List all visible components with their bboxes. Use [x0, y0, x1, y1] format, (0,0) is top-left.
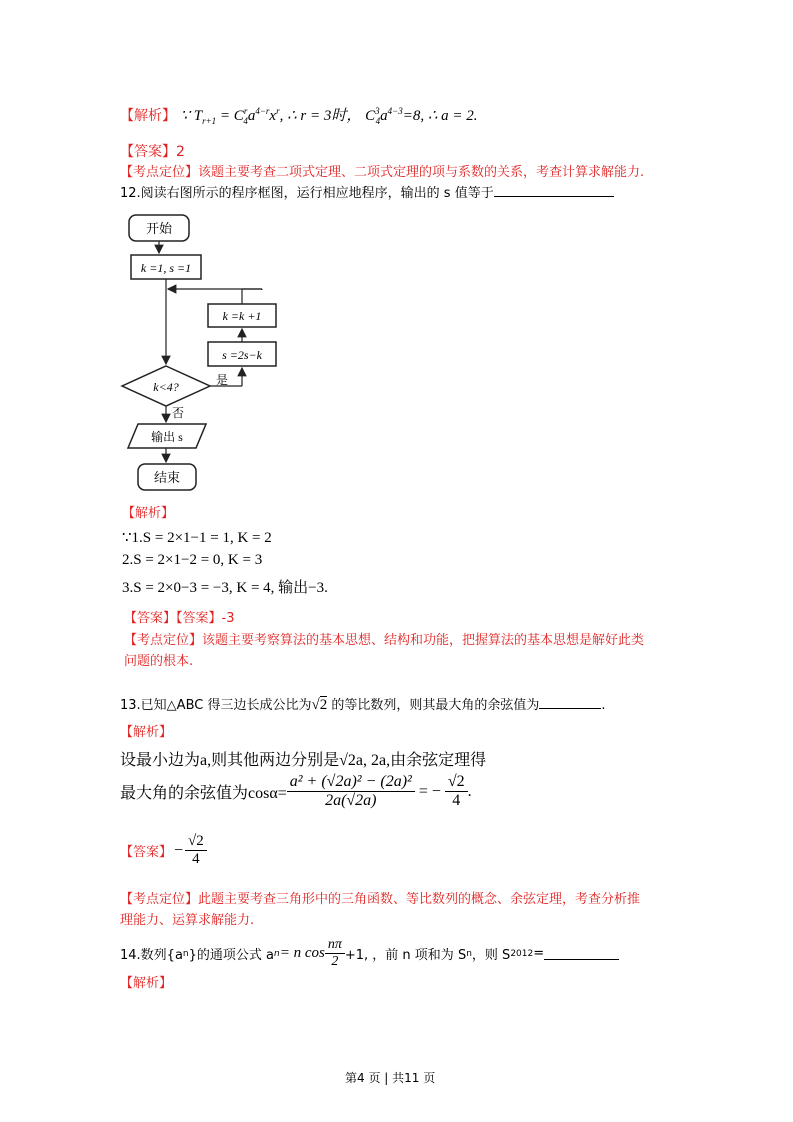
- q14-question: 14.数列{a n }的通项公式 a n = n cos $\frac{n\pi}{2}$ +1, ，前 n 项和为 S n ，则 S 2012 =: [120, 937, 619, 970]
- q13-point-label: 【考点定位】: [120, 892, 199, 907]
- q13-answer-label: 【答案】: [120, 845, 173, 860]
- q12-answer-blank: [494, 184, 614, 197]
- q13-answer: [120, 833, 207, 868]
- flow-init-label: k =1, s =1: [140, 261, 192, 275]
- q13-question-end: .: [601, 698, 606, 713]
- q13-main-fraction: [287, 773, 415, 810]
- q13-res-den: 4: [452, 792, 461, 809]
- q13-res-num: √2: [445, 773, 468, 792]
- q13-answer-blank: [539, 696, 601, 709]
- q12-point-label: 【考点定位】: [124, 633, 203, 648]
- q13-point-line2: 理能力、运算求解能力.: [120, 913, 255, 928]
- q12-point-line1: [124, 629, 644, 648]
- q13-question-sqrt: 2: [319, 697, 328, 713]
- q12-step-3: 3.S = 2×0−3 = −3, K = 4, 输出−3.: [122, 580, 328, 596]
- q13-result-fraction: [445, 773, 468, 810]
- flow-yes-label: 是: [216, 373, 229, 387]
- q12-step-1: ∵1.S = 2×1−1 = 1, K = 2: [122, 530, 272, 546]
- q12-answer-value: -3: [221, 611, 235, 626]
- q11-answer-value: 2: [176, 144, 185, 160]
- flow-no-label: 否: [172, 406, 185, 420]
- q13-line1: 设最小边为a,则其他两边分别是√2a, 2a,由余弦定理得: [120, 752, 487, 769]
- flow-start-label: 开始: [145, 221, 173, 236]
- q12-question: [120, 182, 614, 201]
- q11-answer: [120, 141, 185, 161]
- q14-fraction: $\frac{n\pi}{2}$: [325, 937, 345, 970]
- q13-answer-sign: −: [174, 841, 184, 859]
- flow-cond-label: k<4?: [153, 380, 179, 394]
- flow-inc-label: k =k +1: [222, 309, 262, 323]
- q13-frac-den: 2a(√2a): [325, 792, 377, 809]
- q13-question: 13.已知△ABC 得三边长成公比为√2 的等比数列，则其最大角的余弦值为 .: [120, 697, 606, 713]
- q13-line2-pre: 最大角的余弦值为cosα=: [120, 785, 287, 802]
- q13-answer-den: 4: [192, 851, 200, 867]
- q12-answer-label: 【答案】【答案】: [124, 611, 222, 626]
- q13-frac-num: a² + (√2a)² − (2a)²: [287, 773, 415, 792]
- q11-analysis-line: [120, 104, 478, 126]
- q11-point: [120, 161, 644, 180]
- q12-step-2: 2.S = 2×1−2 = 0, K = 3: [122, 552, 263, 568]
- q12-point-text-1: 该题主要考察算法的基本思想、结构和功能，把握算法的基本思想是解好此类: [202, 633, 645, 648]
- q13-line2: 最大角的余弦值为cosα= $\frac{\text{a² + (√2a)² − (2a)²}}{2a(√2a)}$ = − $\frac{√2}{4}$ .: [120, 773, 472, 809]
- q13-eq: = −: [418, 782, 441, 800]
- q13-question-pre: 13.已知△ABC 得三边长成公比为: [120, 698, 312, 713]
- flow-output-label: 输出 s: [151, 430, 183, 444]
- q11-analysis-label: 【解析】: [120, 108, 176, 124]
- q11-point-label: 【考点定位】: [120, 165, 199, 180]
- q13-answer-fraction: [185, 833, 207, 868]
- page-footer: 第4 页 | 共11 页: [345, 1071, 436, 1085]
- flow-update-label: s =2s−k: [222, 348, 262, 362]
- q11-point-text: 该题主要考查二项式定理、二项式定理的项与系数的关系，考查计算求解能力.: [198, 165, 645, 180]
- q12-analysis-label: 【解析】: [122, 506, 175, 521]
- flowchart: [118, 212, 298, 497]
- q12-question-text: 12.阅读右图所示的程序框图，运行相应地程序，输出的 s 值等于: [120, 186, 494, 201]
- q13-answer-num: √2: [185, 833, 207, 851]
- q12-point-line2: 问题的根本.: [124, 654, 194, 669]
- q12-answer: [124, 607, 234, 626]
- q13-question-post: 的等比数列，则其最大角的余弦值为: [327, 698, 540, 713]
- q13-point-line1: [120, 888, 640, 907]
- flow-end-label: 结束: [153, 470, 181, 485]
- q11-analysis-formula: ∵ $T_{r+1} = C^r_4a^{4-r}x^r$, ∴ r = 3时， $C^3_4a^{4-3}=8$, ∴ a = 2.: [180, 106, 478, 126]
- q14-answer-blank: [544, 947, 619, 960]
- q13-analysis-label: 【解析】: [120, 725, 173, 740]
- q11-answer-label: 【答案】: [120, 144, 176, 160]
- q13-point-text-1: 此题主要考查三角形中的三角函数、等比数列的概念、余弦定理，考查分析推: [198, 892, 641, 907]
- q14-analysis-label: 【解析】: [120, 976, 173, 991]
